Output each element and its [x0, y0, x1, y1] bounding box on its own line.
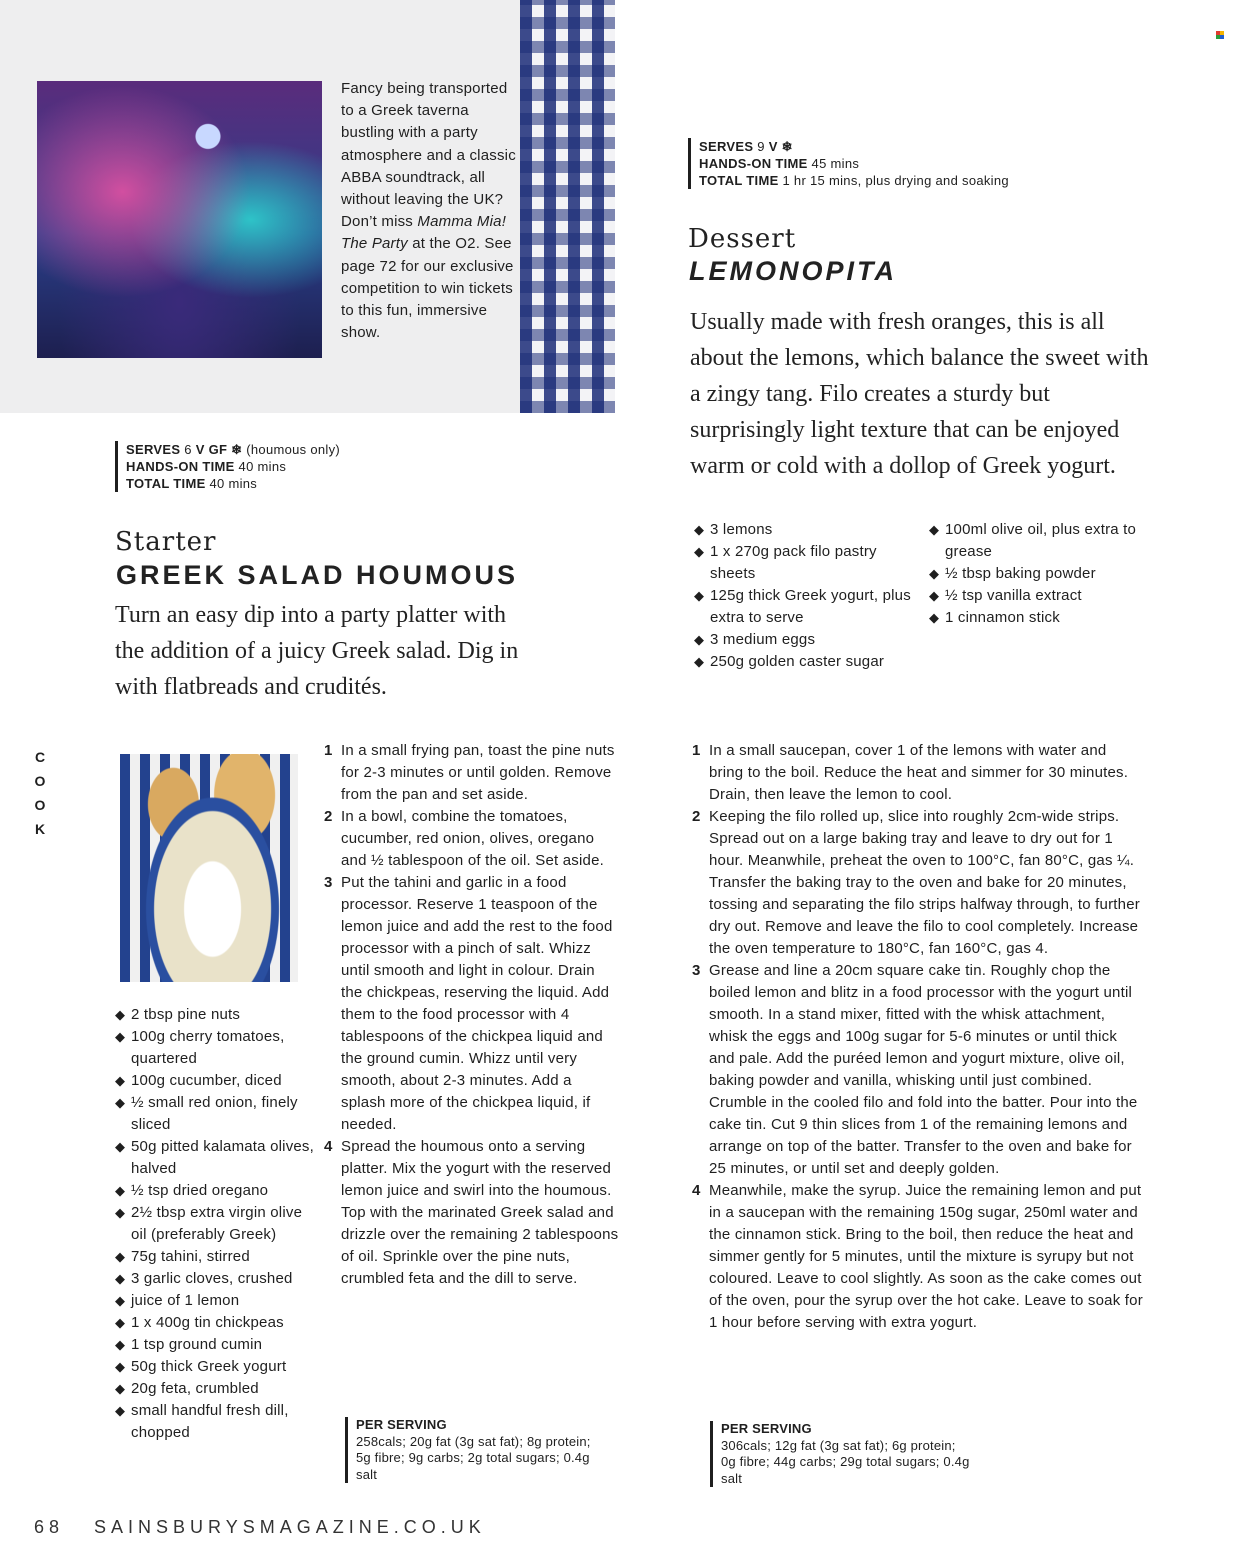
step-number: 4: [324, 1138, 333, 1155]
step-text: Grease and line a 20cm square cake tin. Roughly chop the boiled lemon and blitz in a food processor with the yogurt until smooth. In a stand mixer, fitted with the whisk attachment, whisk the eggs and 100g sugar for 5-6 minutes or until thick and pale. Add the puréed lemon and yogurt mixture, olive oil, baking powder and vanilla, whisking until just combined. Crumble in the cooled filo and fold into the batter. Pour into the cake tin. Cut 9 thin slices from 1 of the remaining lemons and arrange on top of the batter. Transfer to the oven and bake for 25 minutes, or until set and deeply golden.: [709, 962, 1138, 1177]
method-step: [324, 1136, 619, 1290]
show-name: Mamma Mia! The Party: [341, 213, 507, 253]
method-step: [324, 872, 619, 1136]
method-step: [692, 960, 1144, 1180]
page-footer: [34, 1517, 516, 1538]
diamond-bullet-icon: ◆: [115, 1315, 126, 1330]
ingredient-item: ◆ small handful fresh dill, chopped: [115, 1402, 289, 1441]
ingredient-item: ◆ juice of 1 lemon: [115, 1290, 320, 1312]
method-step: [324, 740, 619, 806]
diamond-bullet-icon: ◆: [115, 1249, 126, 1264]
color-badge-icon: [1216, 31, 1224, 39]
step-number: 2: [324, 808, 333, 825]
ingredient-item: ◆ 1 cinnamon stick: [929, 607, 1139, 629]
diamond-bullet-icon: ◆: [115, 1403, 126, 1418]
diamond-bullet-icon: ◆: [115, 1337, 126, 1352]
step-number: 1: [692, 742, 701, 759]
step-text: Keeping the filo rolled up, slice into roughly 2cm-wide strips. Spread out on a large baking tray and leave to dry out for 1 hour. Meanwhile, preheat the oven to 100°C, fan 80°C, gas ¼. Transfer the baking tray to the oven and bake for 20 minutes, tossing and separating the filo strips halfway through, to further dry out. Remove and leave the filo to cool completely. Increase the oven temperature to 180°C, fan 160°C, gas 4.: [709, 808, 1140, 957]
ingredient-item: ◆ 250g golden caster sugar: [694, 651, 914, 673]
step-text: Spread the houmous onto a serving platter. Mix the yogurt with the reserved lemon juice and swirl into the houmous. Top with the marinated Greek salad and drizzle over the remaining 2 tablespoons of oil. Sprinkle over the pine nuts, crumbled feta and the dill to serve.: [341, 1138, 619, 1287]
greek-salad-houmous-photo: [120, 754, 298, 982]
ingredient-item: ◆ 3 garlic cloves, crushed: [115, 1268, 320, 1290]
diamond-bullet-icon: ◆: [929, 522, 940, 537]
diamond-bullet-icon: ◆: [115, 1007, 126, 1022]
dessert-intro: Usually made with fresh oranges, this is all about the lemons, which balance the sweet with a zingy tang. Filo creates a sturdy but surprisingly light texture that can be enjoyed warm or cold with a dollop of Greek yogurt.: [690, 309, 1149, 479]
starter-course-label: Starter: [115, 527, 217, 557]
ingredient-item: ◆ 50g thick Greek yogurt: [115, 1356, 320, 1378]
step-number: 1: [324, 742, 333, 759]
site-url: SAINSBURYSMAGAZINE.CO.UK: [94, 1517, 486, 1537]
diamond-bullet-icon: ◆: [115, 1073, 126, 1088]
starter-title: GREEK SALAD HOUMOUS: [116, 560, 519, 590]
ingredient-item: ◆ 100ml olive oil, plus extra to grease: [929, 521, 1137, 560]
method-step: [692, 740, 1144, 806]
diamond-bullet-icon: ◆: [115, 1183, 126, 1198]
step-number: 3: [324, 874, 333, 891]
diamond-bullet-icon: ◆: [115, 1095, 126, 1110]
diamond-bullet-icon: ◆: [115, 1271, 126, 1286]
ingredient-item: ◆ ½ small red onion, finely sliced: [115, 1094, 298, 1133]
diamond-bullet-icon: ◆: [694, 544, 705, 559]
diamond-bullet-icon: ◆: [929, 566, 940, 581]
step-text: In a small saucepan, cover 1 of the lemons with water and bring to the boil. Reduce the heat and simmer for 30 minutes. Drain, then leave the lemon to cool.: [709, 742, 1129, 803]
diamond-bullet-icon: ◆: [115, 1381, 126, 1396]
diamond-bullet-icon: ◆: [694, 522, 705, 537]
ingredient-item: ◆ 1 x 400g tin chickpeas: [115, 1312, 320, 1334]
ingredient-item: ◆ 2½ tbsp extra virgin olive oil (preferably Greek): [115, 1204, 303, 1243]
cook-letter: O: [34, 773, 46, 789]
cook-section-label: [30, 745, 50, 841]
dessert-nutrition: PER SERVING 306cals; 12g fat (3g sat fat); 6g protein; 0g fibre; 44g carbs; 29g total sugars; 0.4g salt: [710, 1421, 971, 1487]
gingham-cloth-decoration: [520, 0, 615, 413]
dessert-course-label: Dessert: [688, 224, 797, 254]
ingredient-item: ◆ 20g feta, crumbled: [115, 1378, 320, 1400]
ingredient-item: ◆ 1 x 270g pack filo pastry sheets: [694, 543, 877, 582]
ingredient-item: ◆ ½ tsp dried oregano: [115, 1180, 320, 1202]
starter-nutrition: PER SERVING 258cals; 20g fat (3g sat fat); 8g protein; 5g fibre; 9g carbs; 2g total sugars; 0.4g salt: [345, 1417, 596, 1483]
cook-letter: K: [34, 821, 46, 837]
step-text: In a small frying pan, toast the pine nuts for 2-3 minutes or until golden. Remove from the pan and set aside.: [341, 742, 615, 803]
cook-letter: O: [34, 797, 46, 813]
diamond-bullet-icon: ◆: [115, 1205, 126, 1220]
diamond-bullet-icon: ◆: [115, 1359, 126, 1374]
step-text: Put the tahini and garlic in a food processor. Reserve 1 teaspoon of the lemon juice and add the rest to the food processor with a pinch of salt. Whizz until smooth and light in colour. Drain the chickpeas, reserving the liquid. Add them to the food processor with 4 tablespoons of the chickpea liquid and the ground cumin. Whizz until very smooth, about 2-3 minutes. Add a splash more of the chickpea liquid, if needed.: [341, 874, 613, 1133]
starter-method: [324, 740, 619, 1290]
ingredient-item: ◆ 3 medium eggs: [694, 629, 914, 651]
step-number: 3: [692, 962, 701, 979]
ingredient-item: ◆ 2 tbsp pine nuts: [115, 1004, 320, 1026]
diamond-bullet-icon: ◆: [115, 1029, 126, 1044]
step-text: In a bowl, combine the tomatoes, cucumber, red onion, olives, oregano and ½ tablespoon of the oil. Set aside.: [341, 808, 604, 869]
step-text: Meanwhile, make the syrup. Juice the remaining lemon and put in a saucepan with the remaining 150g sugar, 250ml water and the cinnamon stick. Bring to the boil, then reduce the heat and simmer gently for 5 minutes, until the mixture is syrupy but not coloured. Leave to cool slightly. As soon as the cake comes out of the oven, pour the syrup over the hot cake. Leave to soak for 1 hour before serving with extra yogurt.: [709, 1182, 1143, 1331]
ingredient-item: ◆ 125g thick Greek yogurt, plus extra to serve: [694, 587, 911, 626]
diamond-bullet-icon: ◆: [694, 654, 705, 669]
dessert-info: SERVES 9 V ❄ HANDS-ON TIME 45 mins TOTAL TIME 1 hr 15 mins, plus drying and soaking: [688, 138, 1119, 189]
ingredient-item: ◆ 75g tahini, stirred: [115, 1246, 320, 1268]
ingredient-item: ◆ 100g cucumber, diced: [115, 1070, 320, 1092]
dessert-method: [692, 740, 1144, 1334]
step-number: 2: [692, 808, 701, 825]
ingredient-item: ◆ 100g cherry tomatoes, quartered: [115, 1028, 285, 1067]
diamond-bullet-icon: ◆: [929, 610, 940, 625]
method-step: [324, 806, 619, 872]
ingredient-item: ◆ 50g pitted kalamata olives, halved: [115, 1138, 315, 1177]
starter-info: SERVES 6 V GF ❄ (houmous only) HANDS-ON TIME 40 mins TOTAL TIME 40 mins: [115, 441, 426, 492]
diamond-bullet-icon: ◆: [115, 1293, 126, 1308]
starter-ingredients: [115, 1004, 320, 1444]
diamond-bullet-icon: ◆: [694, 588, 705, 603]
diamond-bullet-icon: ◆: [929, 588, 940, 603]
promo-text: Fancy being transported to a Greek taverna bustling with a party atmosphere and a classic ABBA soundtrack, all without leaving the UK? Don’t miss Mamma Mia! The Party at the O2. See page 72 for our exclusive competition to win tickets to this fun, immersive show.: [341, 80, 516, 342]
dessert-title: LEMONOPITA: [689, 256, 897, 286]
dessert-ingredients-left: [694, 519, 914, 673]
ingredient-item: ◆ 3 lemons: [694, 519, 914, 541]
dessert-ingredients-right: [929, 519, 1139, 629]
ingredient-item: ◆ ½ tbsp baking powder: [929, 563, 1139, 585]
method-step: [692, 806, 1144, 960]
diamond-bullet-icon: ◆: [694, 632, 705, 647]
mamma-mia-party-photo: [37, 81, 322, 358]
ingredient-item: ◆ ½ tsp vanilla extract: [929, 585, 1139, 607]
diamond-bullet-icon: ◆: [115, 1139, 126, 1154]
step-number: 4: [692, 1182, 701, 1199]
cook-letter: C: [34, 749, 46, 765]
page-number: 68: [34, 1517, 65, 1537]
starter-intro: Turn an easy dip into a party platter with the addition of a juicy Greek salad. Dig in with flatbreads and crudités.: [115, 602, 519, 700]
method-step: [692, 1180, 1144, 1334]
ingredient-item: ◆ 1 tsp ground cumin: [115, 1334, 320, 1356]
